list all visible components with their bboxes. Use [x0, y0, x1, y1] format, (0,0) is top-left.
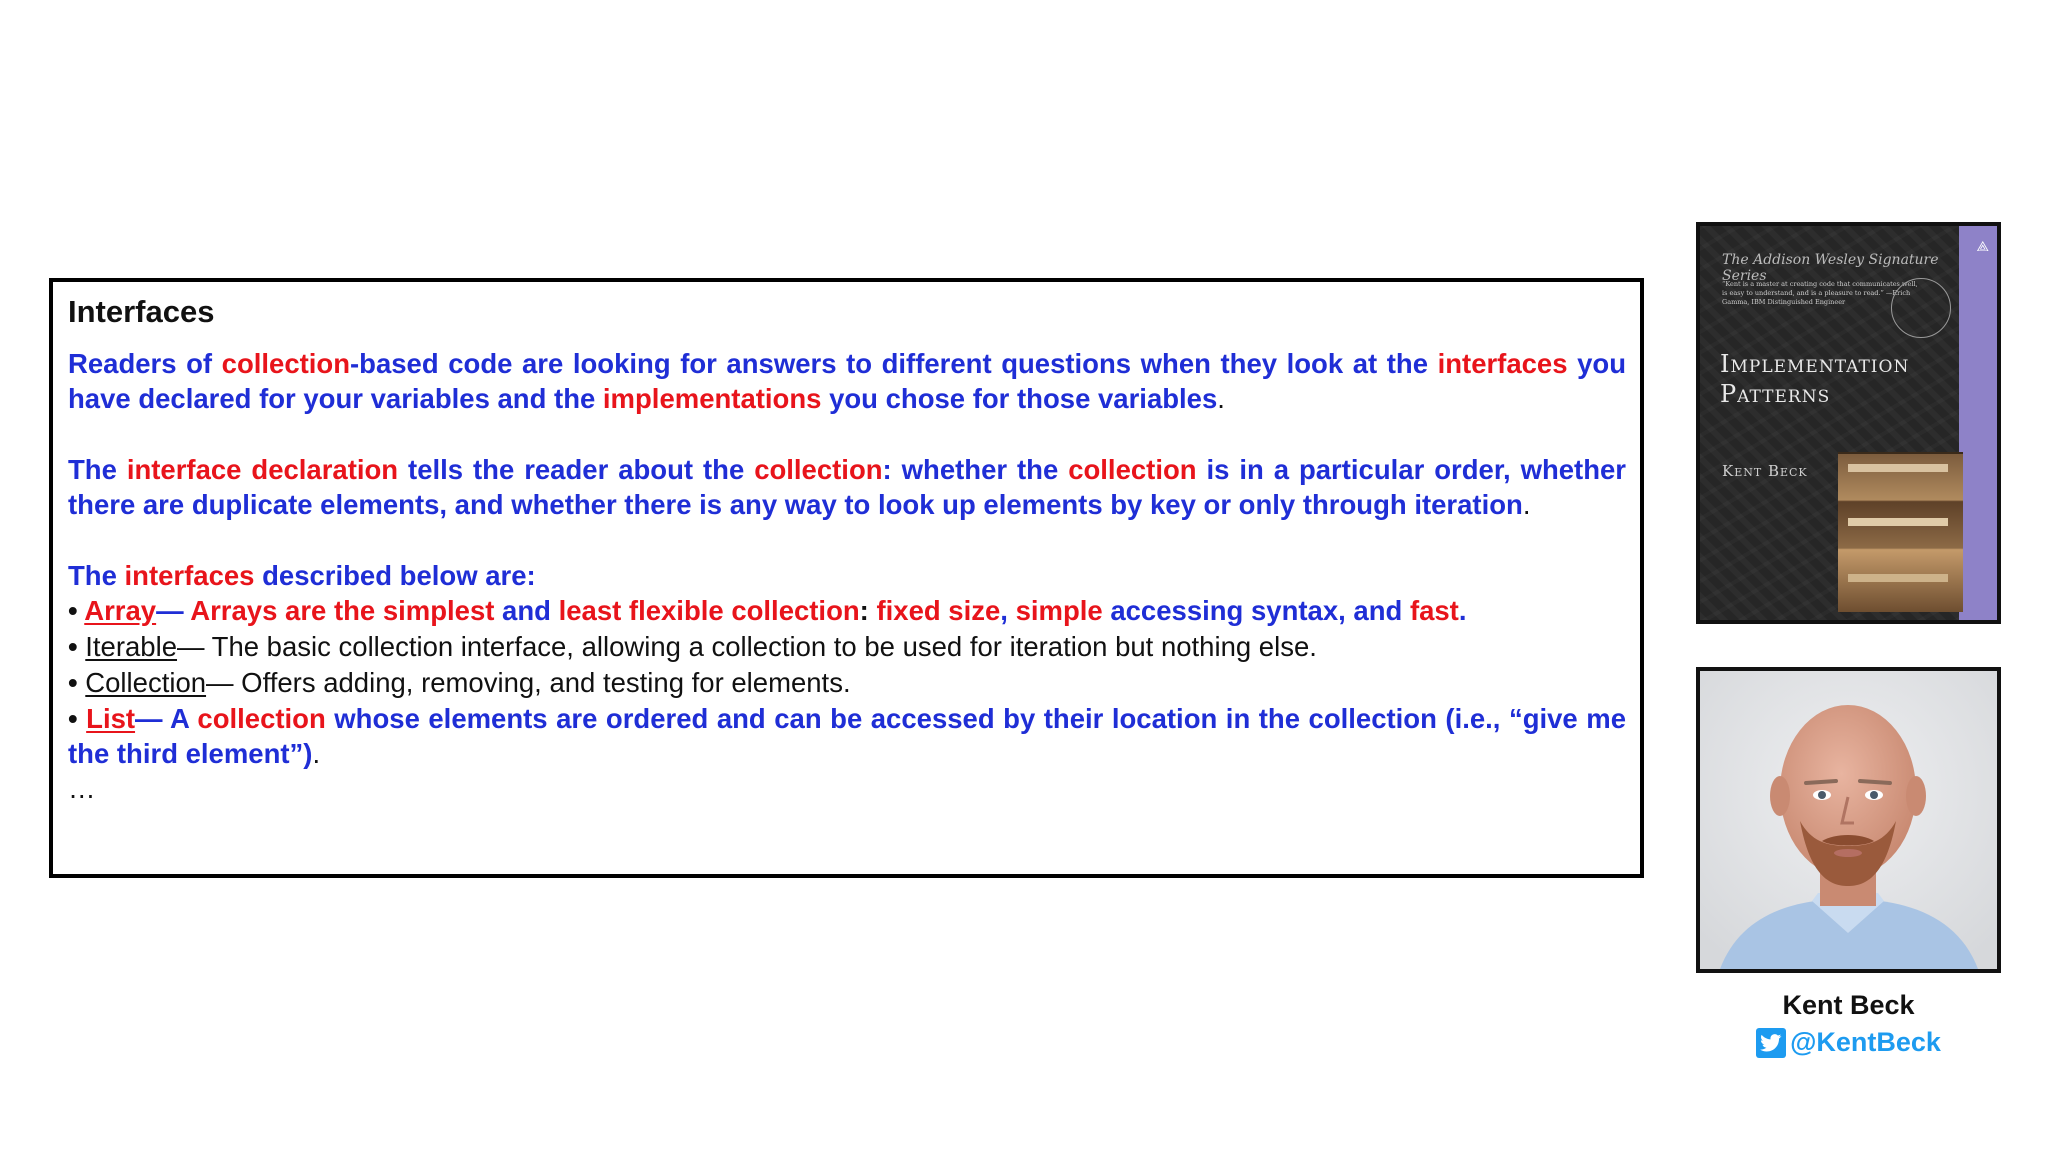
- list-item-list: [68, 701, 1626, 771]
- text-run: Arrays are the: [190, 595, 383, 626]
- text-run: collection: [197, 703, 326, 734]
- text-run: fast: [1409, 595, 1459, 626]
- book-cover-image: [1696, 222, 2001, 624]
- bullet: •: [68, 631, 86, 662]
- ellipsis: …: [68, 773, 96, 804]
- text-run: interfaces: [1437, 348, 1568, 379]
- text-run: implementations: [602, 383, 822, 414]
- list-item-collection: [68, 665, 1626, 701]
- text-run: The: [68, 454, 127, 485]
- text-run: simple: [1015, 595, 1103, 626]
- text-run: .: [1217, 383, 1225, 414]
- text-run: .: [312, 738, 321, 769]
- speaker-portrait-illustration: [1700, 671, 1997, 969]
- book-title-line: Patterns: [1720, 380, 1831, 408]
- book-title-line: Implementation: [1720, 350, 1910, 378]
- term-array: Array: [84, 595, 157, 626]
- text-run: simplest: [382, 595, 495, 626]
- list-item-array: [68, 593, 1626, 629]
- bullet: •: [68, 667, 86, 698]
- text-run: ,: [1000, 595, 1016, 626]
- book-series: The Addison Wesley Signature Series: [1722, 252, 1939, 284]
- text-run: collection: [221, 348, 351, 379]
- speaker-photo: [1696, 667, 2001, 973]
- text-run: .: [1458, 595, 1467, 626]
- term-collection: Collection: [85, 667, 207, 698]
- bullet: •: [68, 703, 87, 734]
- twitter-icon: [1756, 1028, 1786, 1058]
- text-run: Readers of: [68, 348, 222, 379]
- text-run: whose elements are ordered and can be accessed by their location in the collection (i.e., “give me the third element”): [68, 703, 1626, 769]
- speaker-handle[interactable]: @KentBeck: [1790, 1027, 1941, 1057]
- text-run: accessing syntax, and: [1102, 595, 1410, 626]
- text-run: — Offers adding, removing, and testing for elements.: [206, 667, 851, 698]
- text-run: tells the reader about the: [398, 454, 755, 485]
- speaker-handle-row[interactable]: [1696, 1027, 2001, 1058]
- paragraph-interface-declaration: [68, 452, 1626, 522]
- text-run: and: [494, 595, 559, 626]
- text-run: interface declaration: [126, 454, 399, 485]
- book-author: Kent Beck: [1722, 462, 1808, 480]
- text-run: you have declared for your variables and the: [68, 348, 1626, 414]
- text-run: .: [1522, 489, 1531, 520]
- bullet: •: [68, 595, 85, 626]
- list-intro: [68, 558, 1626, 593]
- text-run: collection: [754, 454, 883, 485]
- text-run: you chose for those variables: [821, 383, 1218, 414]
- book-title: [1720, 349, 1909, 409]
- list-item-iterable: [68, 629, 1626, 665]
- term-iterable: Iterable: [85, 631, 178, 662]
- publisher-logo-icon: ⟁: [1976, 238, 1989, 254]
- cover-tools-image: [1838, 452, 1963, 612]
- text-run: fixed size: [876, 595, 1001, 626]
- term-list: List: [86, 703, 136, 734]
- slide-title: Interfaces: [68, 294, 215, 329]
- paragraph-readers: [68, 346, 1626, 416]
- content-box: [49, 278, 1644, 878]
- text-run: interfaces: [124, 560, 255, 591]
- text-run: :: [859, 595, 877, 626]
- book-quote: “Kent is a master at creating code that communicates well, is easy to understand, and is a pleasure to read.” —Erich Gamma, IBM Distinguished Engineer: [1722, 280, 1918, 306]
- text-run: is in a particular order, whether there are duplicate elements, and whether there is any way to look up elements by key or only through iteration: [68, 454, 1627, 520]
- text-run: — The basic collection interface, allowing a collection to be used for iteration but nothing else.: [177, 631, 1317, 662]
- text-run: The: [68, 560, 125, 591]
- cover-spine: [1959, 226, 1997, 620]
- text-run: described below are:: [254, 560, 536, 591]
- text-run: —: [156, 595, 191, 626]
- signature-seal-icon: [1891, 278, 1951, 338]
- text-run: collection: [1068, 454, 1197, 485]
- speaker-name: Kent Beck: [1782, 990, 1915, 1020]
- text-run: : whether the: [882, 454, 1069, 485]
- text-run: least flexible collection: [558, 595, 860, 626]
- text-run: -based code are looking for answers to different questions when they look at the: [350, 348, 1438, 379]
- text-run: — A: [135, 703, 198, 734]
